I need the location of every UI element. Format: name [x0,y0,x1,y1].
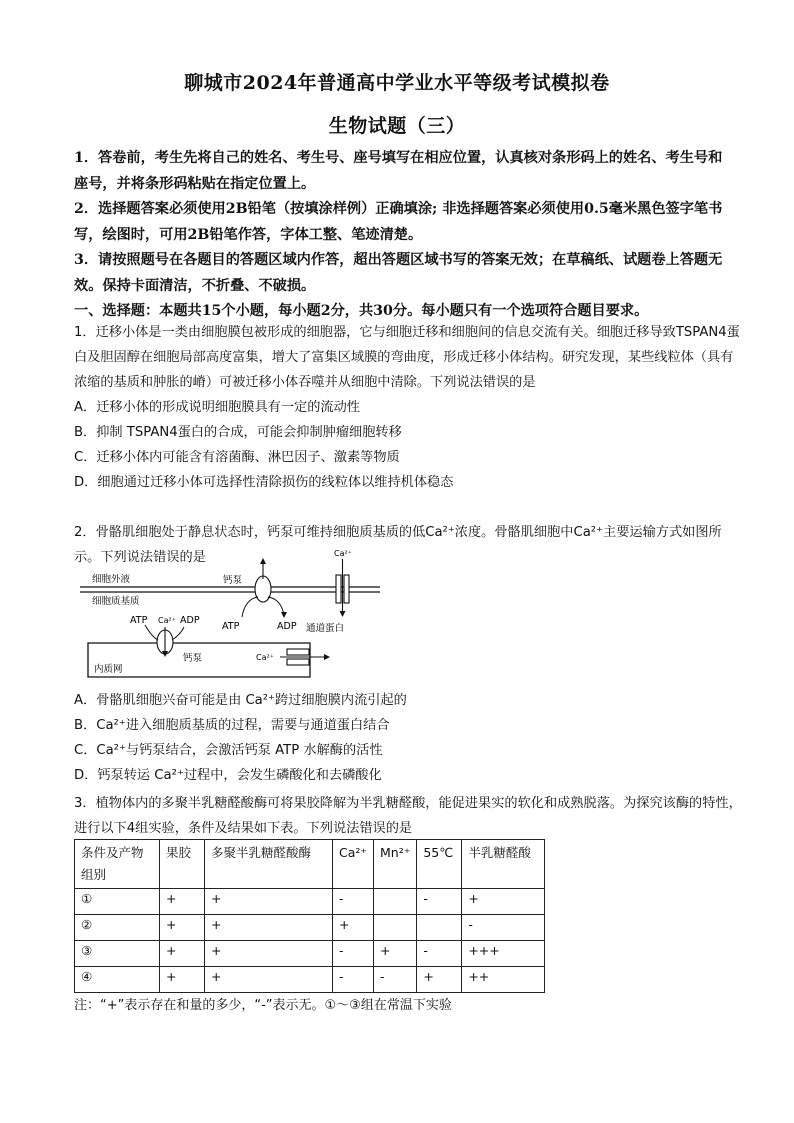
table-cell: ② [75,915,160,941]
label-ca-er: Ca²⁺ [256,653,274,662]
label-ca-left: Ca²⁺ [158,616,176,625]
table-header-cell: Mn²⁺ [374,840,417,889]
label-adp-left: ADP [180,615,200,626]
question-2-option-a: A．骨骼肌细胞兴奋可能是由 Ca²⁺跨过细胞膜内流引起的 [74,693,407,708]
instruction-3: 3．请按照题号在各题目的答题区域内作答，超出答题区域书写的答案无效；在草稿纸、试题卷上答题无效。保持卡面清洁，不折叠、不破损。 [74,252,723,294]
instruction-2: 2．选择题答案必须使用2B铅笔（按填涂样例）正确填涂; 非选择题答案必须使用0.5毫米黑色签字笔书写，绘图时，可用2B铅笔作答，字体工整、笔迹清楚。 [74,201,723,243]
table-cell: - [333,967,374,993]
instruction-1: 1．答卷前，考生先将自己的姓名、考生号、座号填写在相应位置，认真核对条形码上的姓名、考生号和座号，并将条形码粘贴在指定位置上。 [74,150,723,192]
table-cell: + [205,889,333,915]
instructions [74,146,734,325]
table-cell: ③ [75,941,160,967]
er-channel-bottom [287,659,309,665]
table-cell: + [333,915,374,941]
label-pump-top: 钙泵 [223,575,243,586]
label-atp-left: ATP [130,615,148,626]
question-2-options [74,688,744,788]
question-1-option-b: B．抑制 TSPAN4蛋白的合成，可能会抑制肿瘤细胞转移 [74,425,402,440]
label-cytoplasm: 细胞质基质 [92,596,140,607]
er-release-arrowhead [324,654,330,660]
label-er: 内质网 [94,664,123,675]
table-cell: + [205,941,333,967]
table-row [75,941,545,967]
exam-title: 聊城市2024年普通高中学业水平等级考试模拟卷 [184,72,610,94]
table-cell: - [417,889,462,915]
table-header-cell: 条件及产物组别 [75,840,160,889]
table-header-cell: Ca²⁺ [333,840,374,889]
calcium-transport-figure [80,545,380,680]
table-cell: ① [75,889,160,915]
adp-curve-left [172,627,184,640]
table-cell: + [160,941,205,967]
table-cell: + [160,915,205,941]
section-one-heading: 一、选择题：本题共15个小题，每小题2分，共30分。每小题只有一个选项符合题目要求。 [74,303,649,319]
table-cell [374,889,417,915]
label-atp-mid: ATP [222,621,240,632]
table-cell: ++ [462,967,545,993]
table-cell [374,915,417,941]
membrane-pump-shape [255,576,271,602]
table-header-cell: 多聚半乳糖醛酸酶 [205,840,333,889]
label-channel: 通道蛋白 [306,623,345,634]
table-cell: - [374,967,417,993]
table-row [75,967,545,993]
question-1-option-c: C．迁移小体内可能含有溶菌酶、淋巴因子、激素等物质 [74,450,400,465]
table-cell: + [205,915,333,941]
table-cell: - [333,889,374,915]
table-cell: - [417,941,462,967]
table-cell: + [374,941,417,967]
table-cell [417,915,462,941]
channel-influx-arrowhead [340,611,346,617]
question-2-stem: 2．骨骼肌细胞处于静息状态时，钙泵可维持细胞质基质的低Ca²⁺浓度。骨骼肌细胞中Ca²⁺主要运输方式如图所示。下列说法错误的是 [74,525,722,565]
er-channel-top [287,649,309,655]
experiment-table [74,839,545,993]
question-3 [74,791,744,841]
label-extracellular: 细胞外液 [92,574,131,585]
table-cell: + [417,967,462,993]
pump-out-arrowhead [260,558,266,564]
table-cell: + [205,967,333,993]
question-1-option-a: A．迁移小体的形成说明细胞膜具有一定的流动性 [74,400,360,415]
question-2-option-c: C．Ca²⁺与钙泵结合，会激活钙泵 ATP 水解酶的活性 [74,743,383,758]
atp-curve-left [145,625,158,640]
question-2-option-b: B．Ca²⁺进入细胞质基质的过程，需要与通道蛋白结合 [74,718,390,733]
atp-curve-mid [242,597,258,617]
table-cell: ④ [75,967,160,993]
channel-left-bar [336,575,341,603]
question-3-stem: 3．植物体内的多聚半乳糖醛酸酶可将果胶降解为半乳糖醛酸，能促进果实的软化和成熟脱落。为探究该酶的特性，进行以下4组实验，条件及结果如下表。下列说法错误的是 [74,796,742,836]
table-header-cell: 果胶 [160,840,205,889]
table-row [75,915,545,941]
question-1-option-d: D．细胞通过迁移小体可选择性清除损伤的线粒体以维持机体稳态 [74,475,454,490]
table-cell: + [160,967,205,993]
question-1 [74,320,744,495]
table-row [75,889,545,915]
label-pump-er: 钙泵 [183,653,203,664]
table-header-cell: 55℃ [417,840,462,889]
table-cell: - [462,915,545,941]
table-cell: +++ [462,941,545,967]
channel-right-bar [344,575,349,603]
table-cell: + [462,889,545,915]
table-cell: + [160,889,205,915]
table-header-row [75,840,545,889]
label-ca-top: Ca²⁺ [334,549,352,558]
exam-subtitle: 生物试题（三） [328,115,466,137]
table-note: 注：“+”表示存在和量的多少，“-”表示无。①～③组在常温下实验 [74,998,452,1013]
table-cell: - [333,941,374,967]
question-1-stem: 1．迁移小体是一类由细胞膜包被形成的细胞器，它与细胞迁移和细胞间的信息交流有关。细胞迁移导致TSPAN4蛋白及胆固醇在细胞局部高度富集，增大了富集区域膜的弯曲度，形成迁移小体结构。研究发现，某些线粒体（具有浓缩的基质和肿胀的嵴）可被迁移小体吞噬并从细胞中清除。下列说法错误的是 [74,325,740,390]
label-adp-mid: ADP [277,621,297,632]
adp-arrowhead-mid [281,612,287,618]
question-2-option-d: D．钙泵转运 Ca²⁺过程中，会发生磷酸化和去磷酸化 [74,768,382,783]
table-header-cell: 半乳糖醛酸 [462,840,545,889]
